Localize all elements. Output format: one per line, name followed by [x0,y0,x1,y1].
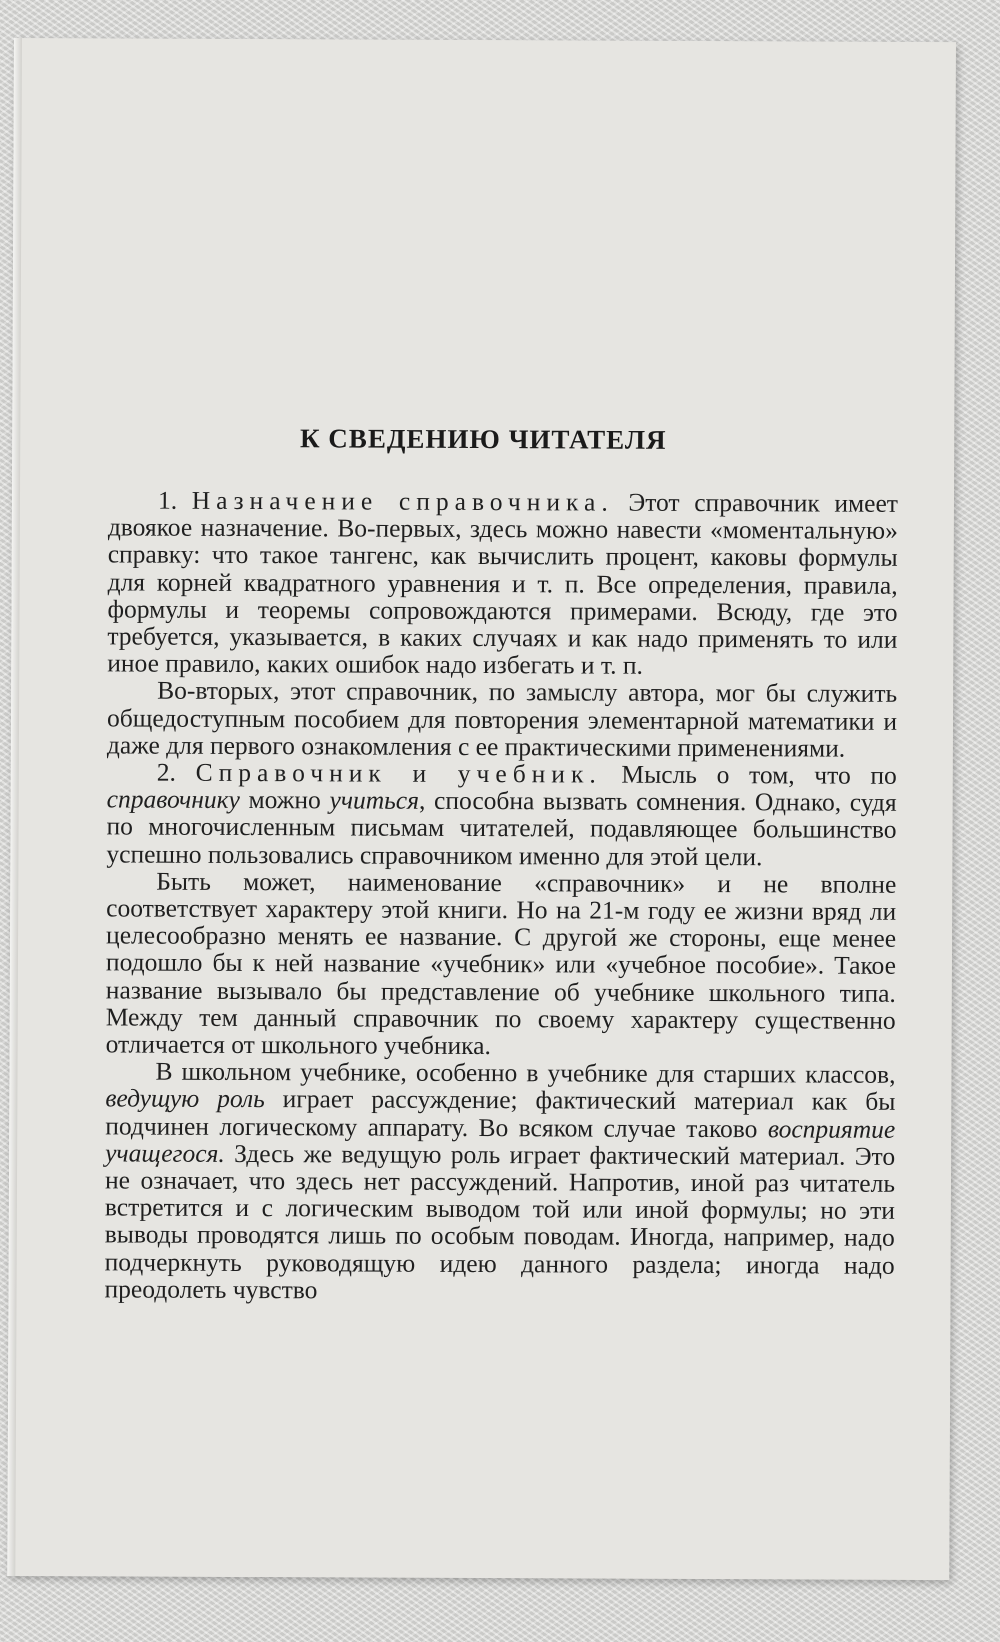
paragraph-text: Быть может, наименование «справочник» и не вполне соответствует характеру этой книги. Но на 21-м году ее жизни вряд ли целесообразно менять ее название. С другой же стороны, еще менее подошло бы к ней название «учебник» или «учебное пособие». Такое название вызывало бы представление об учебнике школьного типа. Между тем данный справочник по своему характеру существенно отличается от школьного учебника. [105,866,897,1061]
paragraph-2 [107,677,897,762]
book-page [7,38,956,1580]
paragraph-text: , способна вызвать сомнения. Однако, судя по многочисленным письмам читателей, подавляющее большинство успешно пользовались справочником именно для этой цели. [106,786,897,871]
emphasis-text: учиться [329,785,420,816]
section-number: 2. [156,757,176,787]
paragraph-text: Здесь же ведущую роль играет фактический материал. Это не означает, что здесь нет рассуждений. Напротив, иной раз читатель встретится и с логическим выводом той или иной формулы; но эти выводы проводятся лишь по особым поводам. Иногда, например, надо подчеркнуть руководящую идею данного раздела; иногда надо преодолеть чувство [104,1138,896,1305]
emphasis-text: ведущую роль [105,1083,265,1114]
paragraph-text: Во-вторых, этот справочник, по замыслу автора, мог бы служить общедоступным пособием для повторения элементарной математики и даже для первого ознакомления с ее практическими применениями. [106,676,898,763]
paragraph-1 [107,486,898,680]
paragraph-text: В школьном учебнике, особенно в учебнике для старших классов, [155,1056,896,1090]
section-number: 1. [157,485,178,515]
paragraph-text: можно [248,785,321,815]
paragraph-text: Мысль о том, что по [621,759,897,790]
paragraph-3 [106,758,896,870]
paragraph-4 [106,867,897,1061]
emphasis-text: восприятие учащегося. [105,1113,896,1168]
body-text [104,486,898,1306]
page-title: К СВЕДЕНИЮ ЧИТАТЕЛЯ [299,423,667,455]
emphasis-text: справочнику [106,784,240,815]
paragraph-text: Этот справочник имеет двоякое назначение. Во-первых, здесь можно навести «моментальную» справку: что такое тангенс, как вычислить процент, каковы формулы для корней квадратного уравнения и т. п. Все определения, правила, формулы и теоремы сопровождаются примерами. Всюду, где это требуется, указывается, в каких случаях и как надо применять то или иное правило, каких ошибок надо избегать и т. п. [107,487,899,680]
section-title: Назначение справочника. [191,485,614,517]
paragraph-5 [104,1058,895,1306]
page-edge [7,38,22,1576]
section-title: Справочник и учебник. [195,757,602,789]
paragraph-text: играет рассуждение; фактический материал как бы подчинен логическому аппарату. Во всяком случае таково [105,1084,896,1143]
